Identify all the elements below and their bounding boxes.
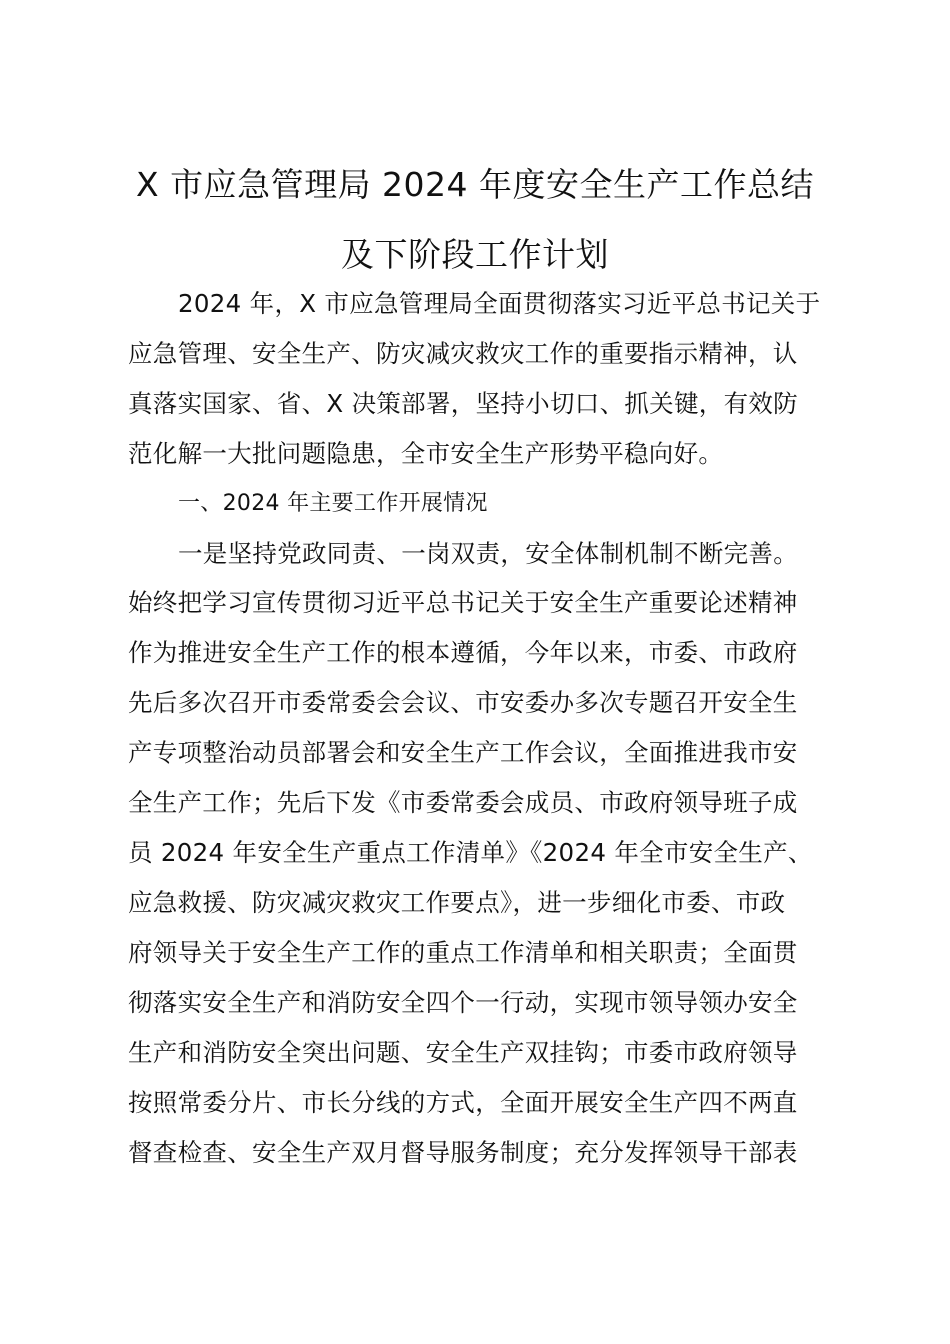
intro-line-4: 范化解一大批问题隐患，全市安全生产形势平稳向好。	[128, 439, 724, 468]
body-line-8: 应急救援、防灾减灾救灾工作要点》，进一步细化市委、市政	[128, 888, 786, 917]
body-line-3: 作为推进安全生产工作的根本遵循，今年以来，市委、市政府	[128, 638, 798, 667]
intro-line-3: 真落实国家、省、X 决策部署，坚持小切口、抓关键，有效防	[128, 389, 798, 418]
body-line-6: 全生产工作；先后下发《市委常委会成员、市政府领导班子成	[128, 788, 798, 817]
body-line-11: 生产和消防安全突出问题、安全生产双挂钩；市委市政府领导	[128, 1038, 798, 1067]
body-line-13: 督查检查、安全生产双月督导服务制度；充分发挥领导干部表	[128, 1138, 798, 1167]
body-line-9: 府领导关于安全生产工作的重点工作清单和相关职责；全面贯	[128, 938, 798, 967]
body-line-5: 产专项整治动员部署会和安全生产工作会议，全面推进我市安	[128, 738, 798, 767]
intro-line-2: 应急管理、安全生产、防灾减灾救灾工作的重要指示精神，认	[128, 339, 798, 368]
body-line-1: 一是坚持党政同责、一岗双责，安全体制机制不断完善。	[178, 539, 798, 568]
body-line-10: 彻落实安全生产和消防安全四个一行动，实现市领导领办安全	[128, 988, 798, 1017]
body-line-2: 始终把学习宣传贯彻习近平总书记关于安全生产重要论述精神	[128, 588, 798, 617]
body-line-4: 先后多次召开市委常委会会议、市安委办多次专题召开安全生	[128, 688, 798, 717]
intro-line-1: 2024 年，X 市应急管理局全面贯彻落实习近平总书记关于	[178, 289, 821, 318]
body-line-12: 按照常委分片、市长分线的方式，全面开展安全生产四不两直	[128, 1088, 798, 1117]
document-title-line-1: X 市应急管理局 2024 年度安全生产工作总结	[135, 165, 815, 204]
section-heading: 一、2024 年主要工作开展情况	[178, 491, 488, 516]
document-title-line-2: 及下阶段工作计划	[341, 235, 609, 274]
body-line-7: 员 2024 年安全生产重点工作清单》《2024 年全市安全生产、	[128, 838, 813, 867]
